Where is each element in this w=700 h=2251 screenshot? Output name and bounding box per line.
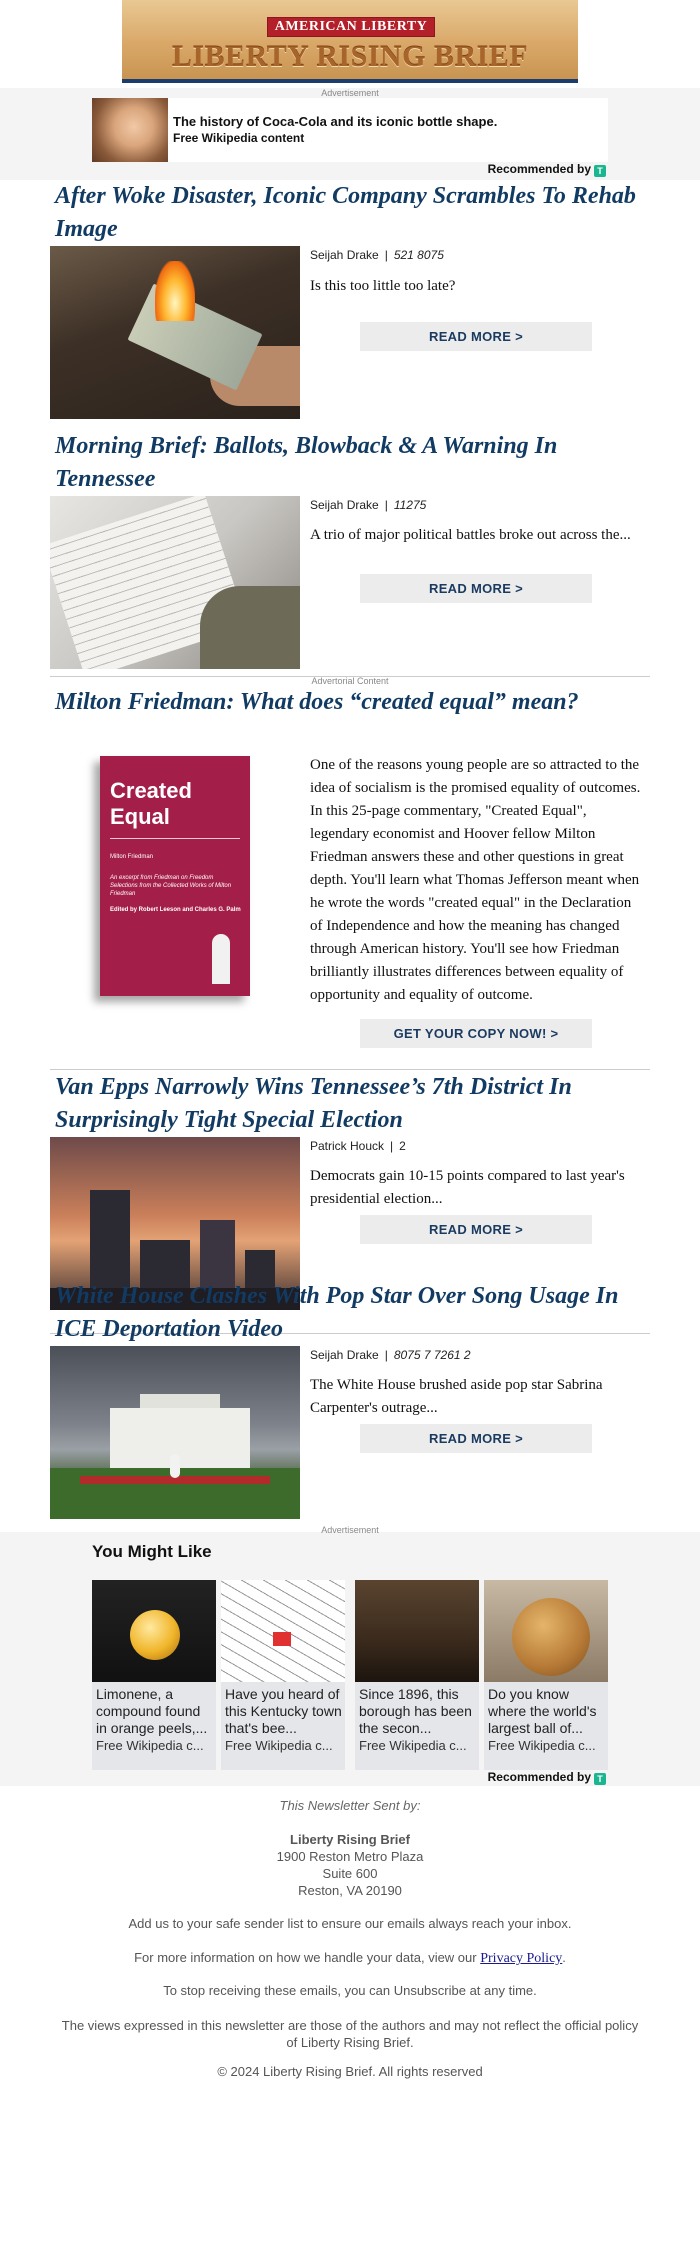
article-views: 8075 7 7261 2 xyxy=(393,1348,471,1362)
views-disclaimer: The views expressed in this newsletter are those of the authors and may not reflect the official policy of Liberty Rising Brief. xyxy=(61,2018,639,2050)
card-caption[interactable]: Have you heard of this Kentucky town that's bee... xyxy=(225,1686,342,1736)
image-house xyxy=(110,1408,250,1468)
card-caption[interactable]: Since 1896, this borough has been the secon... xyxy=(359,1686,472,1736)
you-might-like xyxy=(0,1525,700,1786)
privacy-policy-link[interactable]: Privacy Policy xyxy=(480,1951,563,1966)
article-meta xyxy=(310,248,444,262)
ad-thumbnail[interactable] xyxy=(92,98,168,162)
recommended-icon: T xyxy=(594,1773,606,1785)
article-views: 11275 xyxy=(393,498,427,512)
card-source: Free Wikipedia c... xyxy=(96,1738,204,1753)
ad-label: Advertisement xyxy=(321,1525,379,1535)
article-image-burning-money[interactable] xyxy=(50,246,300,419)
recommendation-card[interactable] xyxy=(221,1580,345,1770)
privacy-prefix: For more information on how we handle your data, view our xyxy=(134,1950,477,1965)
footer xyxy=(0,1786,700,2086)
article-image-ballot[interactable] xyxy=(50,496,300,669)
card-source: Free Wikipedia c... xyxy=(225,1738,333,1753)
article-meta xyxy=(310,1348,471,1362)
footer-org-name: Liberty Rising Brief xyxy=(290,1832,410,1847)
read-more-button[interactable]: READ MORE > xyxy=(360,1424,592,1453)
advertorial-body: One of the reasons young people are so attracted to the idea of socialism is the promised equality of outcomes. In this 25-page commentary, "Created Equal", legendary economist and Hoover fellow Milton Friedman answers these and other questions in great depth. You'll learn what Thomas Jefferson meant when he wrote the words "created equal" in the Declaration of Independence and how the meaning has changed through American history. You'll see how Friedman brilliantly illustrates differences between equality of opportunity and equality of outcome. xyxy=(310,757,641,1003)
footer-address-line: Suite 600 xyxy=(322,1866,378,1881)
card-image-historic-room[interactable] xyxy=(355,1580,479,1682)
meta-separator: | xyxy=(384,498,388,512)
advertorial-title[interactable]: Milton Friedman: What does “created equal” mean? xyxy=(55,689,579,715)
footer-address-line: 1900 Reston Metro Plaza xyxy=(276,1849,424,1864)
recommended-by-label: Recommended by xyxy=(487,162,591,176)
logo-brand-text: LIBERTY RISING BRIEF xyxy=(171,40,529,73)
image-arm xyxy=(200,586,300,669)
article-author: Seijah Drake xyxy=(310,498,379,512)
logo-band xyxy=(267,17,435,37)
article-2 xyxy=(0,430,700,684)
article-excerpt: Democrats gain 10-15 points compared to last year's presidential election... xyxy=(310,1168,625,1207)
article-excerpt: A trio of major political battles broke out across the... xyxy=(310,527,631,543)
recommendation-card[interactable] xyxy=(92,1580,216,1770)
recommended-by[interactable] xyxy=(488,162,606,177)
ad-source: Free Wikipedia content xyxy=(173,131,305,145)
article-title[interactable]: Van Epps Narrowly Wins Tennessee’s 7th District In Surprisingly Tight Special Election xyxy=(55,1074,572,1133)
image-fruit xyxy=(130,1610,180,1660)
you-might-like-title: You Might Like xyxy=(92,1542,212,1561)
logo-band-text: AMERICAN LIBERTY xyxy=(274,19,428,34)
advertorial-label: Advertorial Content xyxy=(311,676,389,686)
read-more-button[interactable]: READ MORE > xyxy=(360,322,592,351)
copyright: © 2024 Liberty Rising Brief. All rights reserved xyxy=(217,2064,483,2079)
recommended-by[interactable] xyxy=(488,1770,606,1785)
book-title: Created Equal xyxy=(110,778,192,829)
article-author: Seijah Drake xyxy=(310,248,379,262)
image-ball xyxy=(512,1598,590,1676)
card-caption[interactable]: Do you know where the world's largest ball of... xyxy=(488,1686,597,1736)
get-your-copy-button[interactable]: GET YOUR COPY NOW! > xyxy=(360,1019,592,1048)
card-source: Free Wikipedia c... xyxy=(488,1738,596,1753)
image-fountain xyxy=(170,1454,180,1478)
book-subtitle: An excerpt from Friedman on Freedom Selections from the Collected Works of Milton Friedman xyxy=(110,875,232,897)
recommended-by-label: Recommended by xyxy=(487,1770,591,1784)
recommended-icon: T xyxy=(594,165,606,177)
article-title[interactable]: White House Clashes With Pop Star Over Song Usage In ICE Deportation Video xyxy=(55,1283,619,1342)
recommendation-card[interactable] xyxy=(484,1580,608,1770)
safe-sender-notice: Add us to your safe sender list to ensure our emails always reach your inbox. xyxy=(128,1916,572,1931)
sent-by-label: This Newsletter Sent by: xyxy=(279,1798,421,1813)
section-divider xyxy=(50,1069,650,1070)
card-caption[interactable]: Limonene, a compound found in orange peels,... xyxy=(96,1686,208,1736)
privacy-notice xyxy=(0,1950,700,1967)
meta-separator: | xyxy=(384,1348,388,1362)
ad-headline[interactable]: The history of Coca-Cola and its iconic bottle shape. xyxy=(173,114,498,129)
article-title[interactable]: Morning Brief: Ballots, Blowback & A Warning In Tennessee xyxy=(55,433,558,492)
article-author: Seijah Drake xyxy=(310,1348,379,1362)
card-image-kentucky-map[interactable] xyxy=(221,1580,345,1682)
book-editors: Edited by Robert Leeson and Charles G. Palm xyxy=(110,907,241,913)
article-4 xyxy=(0,1280,700,1532)
article-excerpt: The White House brushed aside pop star Sabrina Carpenter's outrage... xyxy=(310,1377,603,1416)
article-author: Patrick Houck xyxy=(310,1139,385,1153)
privacy-suffix: . xyxy=(562,1950,566,1965)
card-image-giant-ball[interactable] xyxy=(484,1580,608,1682)
article-meta xyxy=(310,498,426,512)
book-cover-image[interactable] xyxy=(100,756,250,996)
image-highlight xyxy=(273,1632,291,1646)
meta-separator: | xyxy=(390,1139,394,1153)
card-image-lemon[interactable] xyxy=(92,1580,216,1682)
article-1 xyxy=(0,180,700,430)
brand-logo[interactable] xyxy=(122,0,578,83)
article-views: 2 xyxy=(399,1139,406,1153)
image-bill xyxy=(128,284,263,391)
recommendation-card[interactable] xyxy=(355,1580,479,1770)
read-more-button[interactable]: READ MORE > xyxy=(360,1215,592,1244)
article-views: 521 8075 xyxy=(393,248,444,262)
ad-label: Advertisement xyxy=(321,88,379,98)
article-image-white-house[interactable] xyxy=(50,1346,300,1519)
unsubscribe-notice[interactable]: To stop receiving these emails, you can Unsubscribe at any time. xyxy=(163,1983,537,1998)
book-author: Milton Friedman xyxy=(110,854,154,860)
card-source: Free Wikipedia c... xyxy=(359,1738,467,1753)
image-flame xyxy=(155,261,195,321)
footer-address-line: Reston, VA 20190 xyxy=(298,1883,402,1898)
meta-separator: | xyxy=(384,248,388,262)
article-excerpt: Is this too little too late? xyxy=(310,278,456,294)
top-advertisement xyxy=(0,88,700,180)
article-meta xyxy=(310,1139,406,1153)
article-title[interactable]: After Woke Disaster, Iconic Company Scrambles To Rehab Image xyxy=(55,183,636,242)
read-more-button[interactable]: READ MORE > xyxy=(360,574,592,603)
header xyxy=(0,0,700,88)
hoover-tower-icon xyxy=(212,934,230,984)
ad-card[interactable] xyxy=(92,98,608,162)
book-rule xyxy=(110,838,240,839)
